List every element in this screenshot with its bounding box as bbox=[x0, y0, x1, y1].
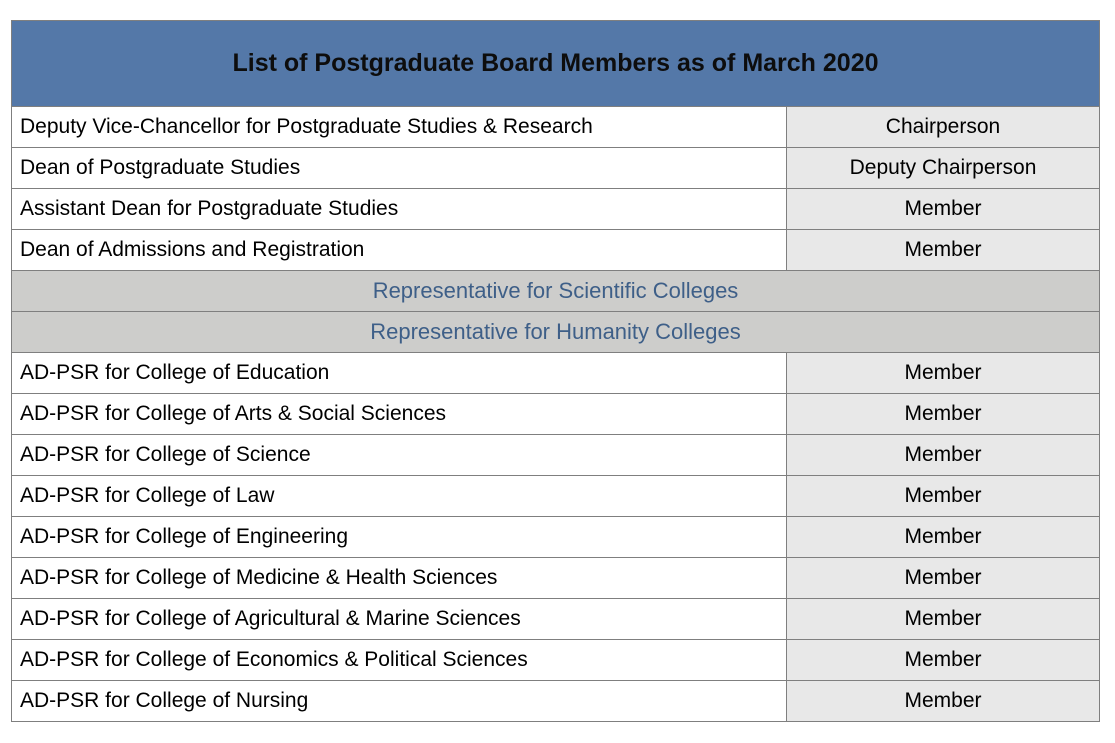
member-role: Member bbox=[787, 230, 1100, 271]
table-row bbox=[12, 599, 1100, 640]
section-heading-scientific: Representative for Scientific Colleges bbox=[12, 271, 1100, 312]
section-row-scientific bbox=[12, 271, 1100, 312]
table-row bbox=[12, 476, 1100, 517]
member-position: AD-PSR for College of Science bbox=[12, 435, 787, 476]
table-row bbox=[12, 353, 1100, 394]
member-role: Chairperson bbox=[787, 107, 1100, 148]
member-role: Deputy Chairperson bbox=[787, 148, 1100, 189]
member-role: Member bbox=[787, 353, 1100, 394]
member-role: Member bbox=[787, 640, 1100, 681]
table-row bbox=[12, 189, 1100, 230]
member-role: Member bbox=[787, 476, 1100, 517]
member-position: Assistant Dean for Postgraduate Studies bbox=[12, 189, 787, 230]
member-role: Member bbox=[787, 189, 1100, 230]
member-position: AD-PSR for College of Law bbox=[12, 476, 787, 517]
table-row bbox=[12, 394, 1100, 435]
table-row bbox=[12, 558, 1100, 599]
member-role: Member bbox=[787, 435, 1100, 476]
table-row bbox=[12, 148, 1100, 189]
board-members-table bbox=[11, 20, 1100, 722]
member-position: AD-PSR for College of Education bbox=[12, 353, 787, 394]
table-title: List of Postgraduate Board Members as of March 2020 bbox=[12, 21, 1100, 107]
table-title-row bbox=[12, 21, 1100, 107]
member-role: Member bbox=[787, 517, 1100, 558]
table-row bbox=[12, 517, 1100, 558]
member-position: AD-PSR for College of Agricultural & Marine Sciences bbox=[12, 599, 787, 640]
member-position: AD-PSR for College of Economics & Political Sciences bbox=[12, 640, 787, 681]
table-row bbox=[12, 640, 1100, 681]
table-row bbox=[12, 107, 1100, 148]
member-position: Dean of Admissions and Registration bbox=[12, 230, 787, 271]
table-row bbox=[12, 681, 1100, 722]
section-heading-humanity: Representative for Humanity Colleges bbox=[12, 312, 1100, 353]
member-position: AD-PSR for College of Engineering bbox=[12, 517, 787, 558]
member-role: Member bbox=[787, 681, 1100, 722]
member-role: Member bbox=[787, 599, 1100, 640]
member-role: Member bbox=[787, 558, 1100, 599]
table-row bbox=[12, 230, 1100, 271]
section-row-humanity bbox=[12, 312, 1100, 353]
table-row bbox=[12, 435, 1100, 476]
member-role: Member bbox=[787, 394, 1100, 435]
member-position: AD-PSR for College of Nursing bbox=[12, 681, 787, 722]
member-position: AD-PSR for College of Medicine & Health Sciences bbox=[12, 558, 787, 599]
member-position: Dean of Postgraduate Studies bbox=[12, 148, 787, 189]
member-position: Deputy Vice-Chancellor for Postgraduate Studies & Research bbox=[12, 107, 787, 148]
member-position: AD-PSR for College of Arts & Social Sciences bbox=[12, 394, 787, 435]
